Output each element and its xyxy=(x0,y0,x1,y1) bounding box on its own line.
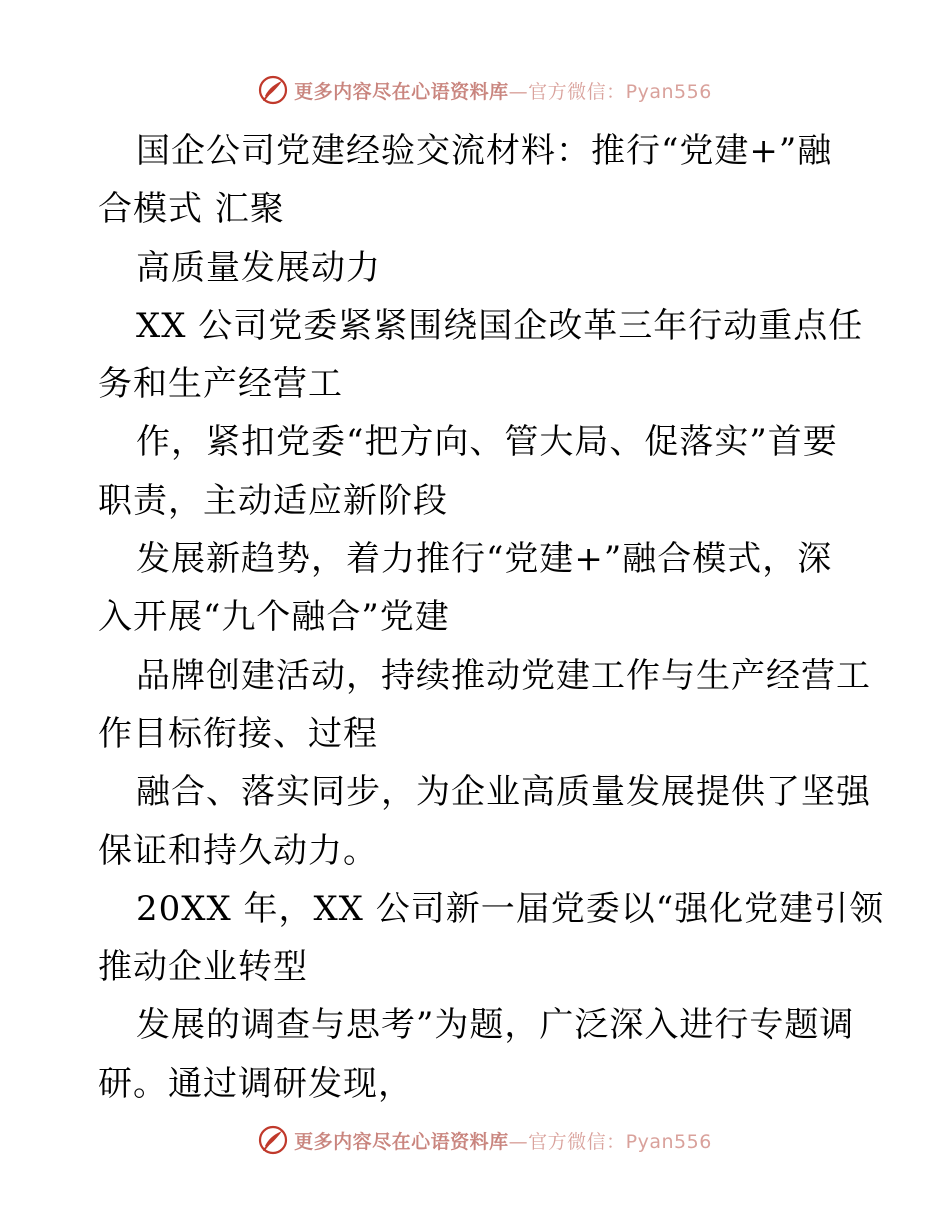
paragraph-line: 品牌创建活动，持续推动党建工作与生产经营工 xyxy=(136,655,871,696)
document-title-line-3: 高质量发展动力 xyxy=(136,247,381,288)
watermark-banner-top xyxy=(0,70,950,110)
paragraph-line: 推动企业转型 xyxy=(98,947,308,988)
paragraph-line: 发展的调查与思考”为题，广泛深入进行专题调 xyxy=(136,1005,855,1046)
document-title-line-1: 国企公司党建经验交流材料：推行“党建+”融 xyxy=(136,131,833,171)
document-title-line-2: 合模式 汇聚 xyxy=(98,189,285,230)
watermark-text-rest: —官方微信：Pyan556 xyxy=(508,1130,712,1153)
watermark-banner-bottom xyxy=(0,1120,950,1160)
watermark-text-bold: 更多内容尽在心语资料库 xyxy=(294,1130,509,1153)
paragraph-line: 职责，主动适应新阶段 xyxy=(98,480,448,521)
paragraph-line: 作，紧扣党委“把方向、管大局、促落实”首要 xyxy=(136,422,838,463)
watermark-text xyxy=(294,1127,712,1154)
paragraph-line: 发展新趋势，着力推行“党建+”融合模式，深 xyxy=(136,539,833,580)
document-body xyxy=(98,122,885,1113)
watermark-content xyxy=(238,75,712,105)
paragraph-line: 20XX 年，XX 公司新一届党委以“强化党建引领 xyxy=(136,888,885,929)
paragraph-line: 入开展“九个融合”党建 xyxy=(98,597,450,638)
watermark-text-bold: 更多内容尽在心语资料库 xyxy=(294,80,509,103)
watermark-text-rest: —官方微信：Pyan556 xyxy=(508,80,712,103)
watermark-content xyxy=(238,1125,712,1155)
watermark-text xyxy=(294,77,712,104)
paragraph-line: 保证和持久动力。 xyxy=(98,830,378,871)
paragraph-line: 作目标衔接、过程 xyxy=(98,713,378,754)
paragraph-line: 研。通过调研发现， xyxy=(98,1063,413,1104)
paragraph-line: XX 公司党委紧紧围绕国企改革三年行动重点任 xyxy=(136,305,864,346)
quill-seal-icon xyxy=(258,1125,288,1155)
paragraph-line: 融合、落实同步，为企业高质量发展提供了坚强 xyxy=(136,772,871,813)
paragraph-line: 务和生产经营工 xyxy=(98,364,343,405)
quill-seal-icon xyxy=(258,75,288,105)
